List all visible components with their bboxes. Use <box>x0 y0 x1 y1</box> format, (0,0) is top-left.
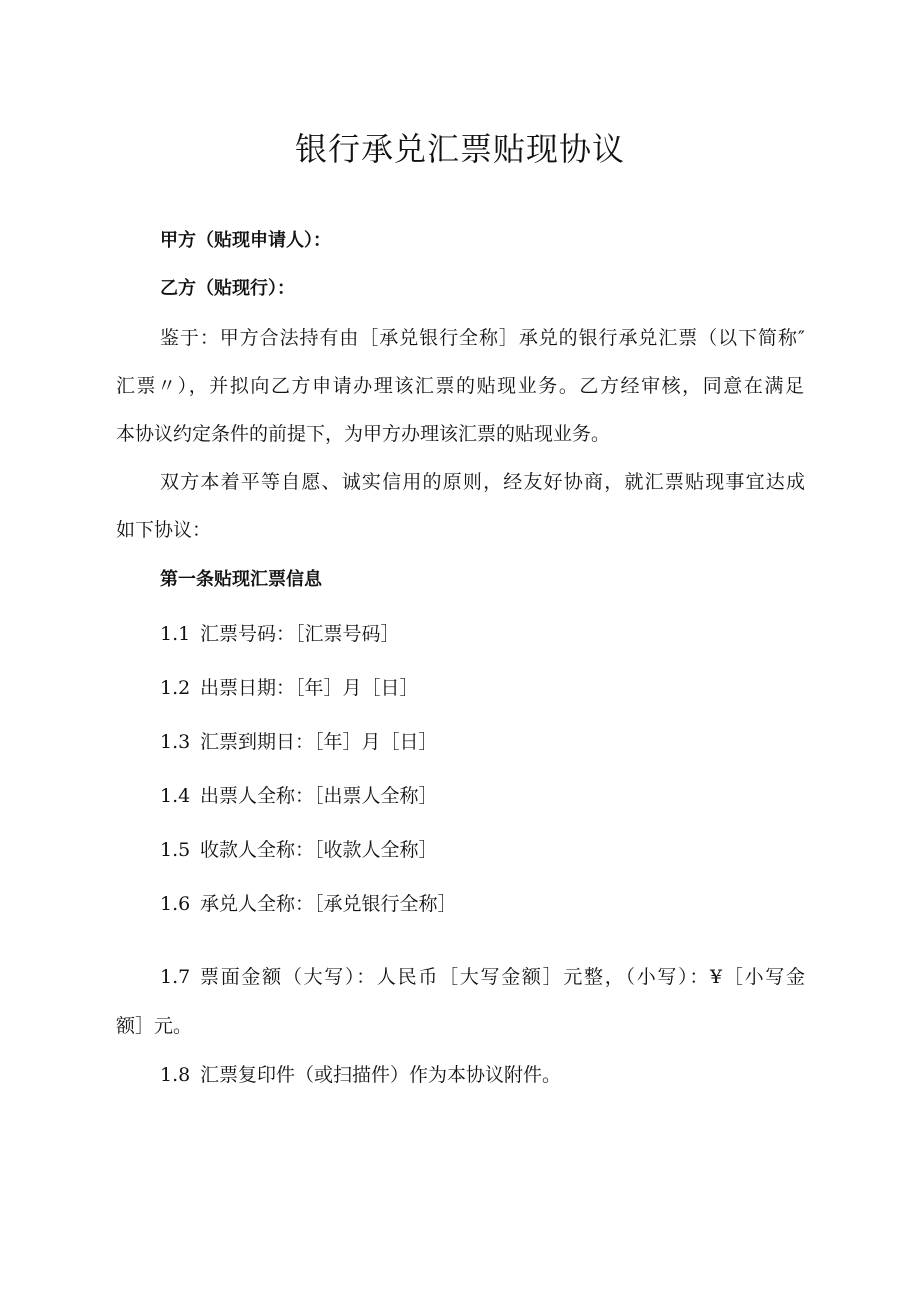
item-text: 承兑人全称：［承兑银行全称］ <box>200 893 457 915</box>
info-item-1-3 <box>160 729 438 755</box>
item-number: 1.7 <box>160 966 191 988</box>
item-text: 收款人全称：［收款人全称］ <box>200 839 438 861</box>
whereas-line-2: 汇票〃），并拟向乙方申请办理该汇票的贴现业务。乙方经审核，同意在满足 <box>116 375 804 397</box>
party-b-label: 乙方（贴现行）： <box>160 278 295 299</box>
item-text: 汇票到期日：［年］月［日］ <box>200 731 438 753</box>
document-title: 银行承兑汇票贴现协议 <box>294 130 625 168</box>
principle-line-1: 双方本着平等自愿、诚实信用的原则，经友好协商，就汇票贴现事宜达成 <box>160 471 805 493</box>
item-text: 汇票复印件（或扫描件）作为本协议附件。 <box>200 1064 562 1086</box>
principle-line-2: 如下协议： <box>116 519 212 541</box>
item-number: 1.3 <box>160 731 191 753</box>
item-number: 1.8 <box>160 1064 191 1086</box>
info-item-1-7-continued: 额］元。 <box>116 1015 193 1037</box>
article-1-heading: 第一条贴现汇票信息 <box>160 569 322 590</box>
info-item-1-1 <box>160 621 400 647</box>
item-text: 汇票号码：［汇票号码］ <box>200 623 400 645</box>
item-text: 出票人全称：［出票人全称］ <box>200 785 438 807</box>
info-item-1-7 <box>160 964 805 990</box>
item-number: 1.4 <box>160 785 191 807</box>
info-item-1-5 <box>160 837 438 863</box>
item-text: 票面金额（大写）：人民币［大写金额］元整，（小写）：¥［小写金 <box>200 966 805 988</box>
item-number: 1.5 <box>160 839 191 861</box>
whereas-line-3: 本协议约定条件的前提下，为甲方办理该汇票的贴现业务。 <box>116 423 611 445</box>
whereas-line-1: 鉴于：甲方合法持有由［承兑银行全称］承兑的银行承兑汇票（以下简称″ <box>160 327 805 349</box>
info-item-1-2 <box>160 675 419 701</box>
info-item-1-8 <box>160 1062 561 1088</box>
item-number: 1.6 <box>160 893 191 915</box>
info-item-1-4 <box>160 783 438 809</box>
item-number: 1.1 <box>160 623 191 645</box>
item-text: 出票日期：［年］月［日］ <box>200 677 419 699</box>
party-a-label: 甲方（贴现申请人）： <box>160 230 331 251</box>
info-item-1-6 <box>160 891 457 917</box>
item-number: 1.2 <box>160 677 191 699</box>
